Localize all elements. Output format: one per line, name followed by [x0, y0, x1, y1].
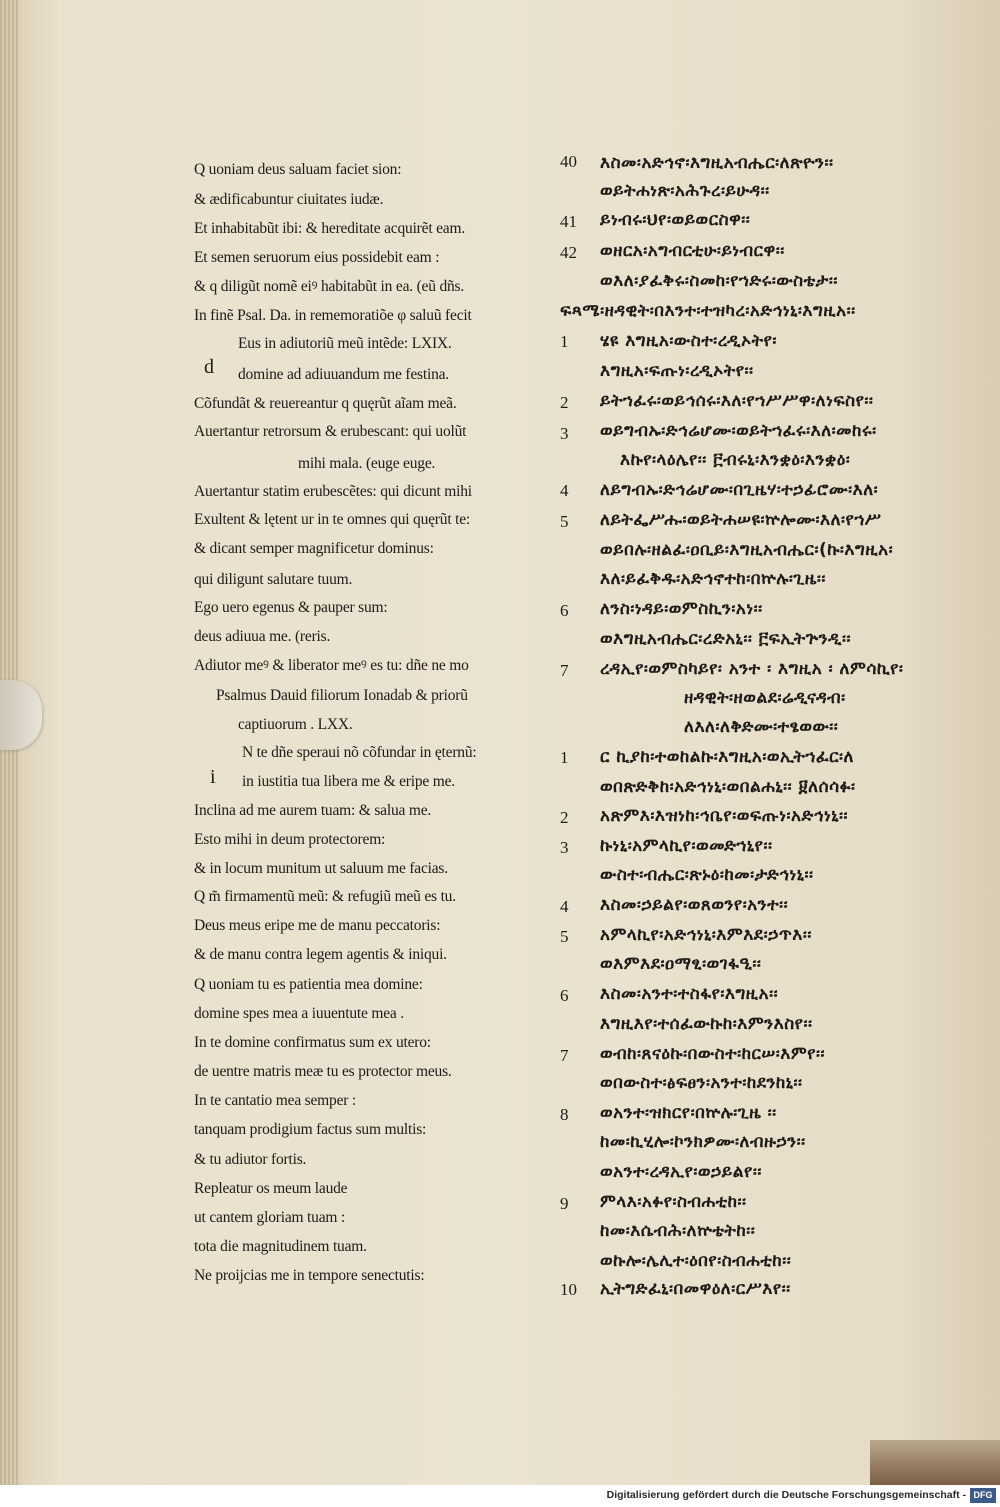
ethiopic-line: ወእግዚአብሔር፡ረድአኒ፡፡ ፫ፍኢትጕንዲ፡፡: [600, 629, 851, 649]
latin-line: tanquam prodigium factus sum multis:: [194, 1121, 427, 1138]
ethiopic-line: ረዳኢየ፡ወምስካይየ፡ አንተ ፡ እግዚአ ፡ ለምሳኪየ፡: [600, 659, 904, 679]
ethiopic-line: ወይግብኡ፡ድኅሬሆሙ፡ወይትኀፈሩ፡እለ፡መከሩ፡: [600, 421, 877, 441]
verse-number: 8: [560, 1105, 569, 1124]
verse-number: 41: [560, 212, 577, 231]
latin-line: Deus meus eripe me de manu peccatoris:: [194, 917, 441, 934]
latin-line: in iustitia tua libera me & eripe me.: [242, 773, 455, 790]
ethiopic-line: ወአንተ፡ረዳኢየ፡ወኃይልየ፡፡: [600, 1162, 762, 1182]
verse-number: 9: [560, 1194, 569, 1213]
ethiopic-line: እግዚእየ፡ተሰፈውኩከ፡እምንእስየ፡፡: [600, 1014, 813, 1034]
ethiopic-line: እለ፡ይፈቅዱ፡አድኅኖተከ፡በኵሉ፡ጊዜ፡፡: [600, 569, 826, 589]
ethiopic-line: እስመ፡አድኅኖ፡እግዚአብሔር፡ለጽዮን፡፡: [600, 153, 834, 173]
ethiopic-line: ኢትግድፈኒ፡በመዋዕለ፡ርሥእየ፡፡: [600, 1279, 791, 1299]
latin-line: Adiutor meꝰ & liberator meꝰ es tu: dñe ne mo: [194, 657, 469, 674]
bookmark-tab: [0, 680, 42, 750]
verse-number: 1: [560, 332, 569, 351]
ethiopic-line: ውስተ፡ብሔር፡ጽኑዕ፡ከመ፡ታድኅነኒ፡፡: [600, 865, 814, 885]
verse-number: 7: [560, 661, 569, 680]
ethiopic-line: ለይግብኡ፡ድኅሬሆሙ፡በጊዜሃ፡ተኃፊሮሙ፡እለ፡: [600, 480, 879, 500]
ethiopic-line: ወአንተ፡ዝክርየ፡በኵሉ፡ጊዜ ፡፡: [600, 1103, 777, 1123]
latin-line: & ædificabuntur ciuitates iudæ.: [194, 191, 384, 208]
ethiopic-line: ሄዩ እግዚአ፡ውስተ፡ረዲኦትየ፡: [600, 331, 777, 351]
verse-number: 6: [560, 986, 569, 1005]
ethiopic-line: ከመ፡ኪሂሎ፡ኮንክዎሙ፡ለብዙኃን፡፡: [600, 1132, 806, 1152]
latin-line: Psalmus Dauid filiorum Ionadab & priorũ: [216, 687, 468, 704]
latin-line: Q uoniam tu es patientia mea domine:: [194, 976, 423, 993]
verse-number: 4: [560, 481, 569, 500]
ethiopic-line: ከመ፡እሴብሕ፡ለኵቴትከ፡፡: [600, 1221, 756, 1241]
latin-line: Eus in adiutoriũ meũ intẽde: LXIX.: [238, 335, 452, 352]
verse-number: 6: [560, 601, 569, 620]
latin-line: Ne proijcias me in tempore senectutis:: [194, 1267, 425, 1284]
latin-line: Auertantur statim erubescẽtes: qui dicunt mihi: [194, 483, 472, 500]
verse-number: 42: [560, 243, 577, 262]
ethiopic-line: ኩነኒ፡አምላኪየ፡ወመድኀኒየ፡፡: [600, 836, 773, 856]
ethiopic-line: ወኩሎ፡ሌሊተ፡ዕበየ፡ስብሐቲከ፡፡: [600, 1251, 792, 1271]
ethiopic-line: አጽምእ፡እዝነከ፡ኅቤየ፡ወፍጡነ፡አድኅነኒ፡፡: [600, 806, 848, 826]
verse-number: 10: [560, 1280, 577, 1299]
latin-line: & tu adiutor fortis.: [194, 1151, 307, 1168]
latin-line: Repleatur os meum laude: [194, 1180, 348, 1197]
latin-line: & q diligũt nomẽ eiꝰ habitabũt in ea. (eũ dñs.: [194, 278, 465, 295]
latin-line: ut cantem gloriam tuam :: [194, 1209, 346, 1226]
binding-edge: [870, 1440, 1000, 1485]
latin-line: Et semen seruorum eius possidebit eam :: [194, 249, 440, 266]
ethiopic-line: ለንስ፡ነዳይ፡ወምስኪን፡አነ፡፡: [600, 599, 763, 619]
ethiopic-line: ይነብሩ፡ህየ፡ወይወርስዋ፡፡: [600, 210, 751, 230]
latin-line: deus adiuua me. (reris.: [194, 628, 331, 645]
latin-line: N te dñe speraui nõ cõfundar in ęternũ:: [242, 744, 477, 761]
latin-line: domine ad adiuuandum me festina.: [238, 366, 449, 383]
ethiopic-line: እኩየ፡ላዕሌየ፡፡ ፫ብሩኒ፡እንቋዕ፡እንቋዕ፡: [620, 450, 851, 470]
ethiopic-line: ለይትፌሥሑ፡ወይትሐሠዩ፡ኵሎሙ፡እለ፡የኀሥ: [600, 510, 882, 530]
dfg-logo-icon: DFG: [970, 1488, 996, 1503]
drop-letter: d: [204, 356, 214, 378]
verse-number: 7: [560, 1046, 569, 1065]
verse-number: 2: [560, 393, 569, 412]
ethiopic-line: እግዚአ፡ፍጡነ፡ረዲኦትየ፡፡: [600, 361, 754, 381]
latin-line: Esto mihi in deum protectorem:: [194, 831, 386, 848]
ethiopic-line: ወበውስተ፡ፅፍፀን፡አንተ፡ከደንከኒ፡፡: [600, 1073, 803, 1093]
latin-line: mihi mala. (euge euge.: [298, 455, 436, 472]
verse-number: 4: [560, 897, 569, 916]
ethiopic-line: እስመ፡አንተ፡ተስፋየ፡እግዚአ፡፡: [600, 984, 779, 1004]
ethiopic-line: አምላኪየ፡አድኅነኒ፡እምእደ፡ኃጥእ፡፡: [600, 925, 812, 945]
ethiopic-line: ፍጻሜ፡ዘዳዊት፡በእንተ፡ተዝካረ፡አድኅነኒ፡እግዚአ፡፡: [560, 301, 856, 321]
latin-line: & dicant semper magnificetur dominus:: [194, 540, 434, 557]
verse-number: 40: [560, 152, 577, 171]
latin-line: In te cantatio mea semper :: [194, 1092, 357, 1109]
latin-line: In finẽ Psal. Da. in rememoratiõe φ saluũ fecit: [194, 307, 472, 324]
latin-line: Cõfundãt & reuereantur q quęrũt aĩam meã.: [194, 395, 457, 412]
footer-credit: Digitalisierung gefördert durch die Deutsche Forschungsgemeinschaft -: [606, 1489, 966, 1501]
latin-line: qui diligunt salutare tuum.: [194, 571, 353, 588]
latin-line: captiuorum . LXX.: [238, 716, 353, 733]
verse-number: 5: [560, 927, 569, 946]
ethiopic-line: ወይበሉ፡ዘልፈ፡ዐቢይ፡እግዚአብሔር፡(ኩ፡እግዚአ፡: [600, 540, 894, 560]
verse-number: 3: [560, 838, 569, 857]
drop-letter: i: [210, 766, 216, 788]
latin-line: Q uoniam deus saluam faciet sion:: [194, 161, 402, 178]
latin-line: Ego uero egenus & pauper sum:: [194, 599, 388, 616]
verse-number: 1: [560, 748, 569, 767]
ethiopic-line: ወይትሐነጽ፡አሕጉረ፡ይሁዳ፡፡: [600, 181, 770, 201]
verse-number: 3: [560, 424, 569, 443]
latin-line: Exultent & lętent ur in te omnes qui quęrũt te:: [194, 511, 470, 528]
verse-number: 5: [560, 512, 569, 531]
ethiopic-line: ወበጽድቅከ፡አድኅነኒ፡ወበልሐኒ፡፡ ፱ለሰሳፉ፡: [600, 777, 856, 797]
latin-line: de uentre matris meæ tu es protector meus.: [194, 1063, 452, 1080]
latin-line: Auertantur retrorsum & erubescant: qui uolũt: [194, 423, 467, 440]
latin-line: In te domine confirmatus sum ex utero:: [194, 1034, 431, 1051]
latin-line: Et inhabitabũt ibi: & hereditate acquirẽt eam.: [194, 220, 465, 237]
ethiopic-line: ር ኪያከ፡ተወከልኩ፡እግዚአ፡ወኢትኀፈር፡ለ: [600, 747, 855, 767]
latin-line: domine spes mea a iuuentute mea .: [194, 1005, 404, 1022]
ethiopic-line: ይትኀፈሩ፡ወይኅሰሩ፡እለ፡የኀሥሥዋ፡ለነፍስየ፡፡: [600, 391, 874, 411]
ethiopic-line: እስመ፡ኃይልየ፡ወጸወንየ፡አንተ፡፡: [600, 895, 789, 915]
ethiopic-line: ወእምእደ፡ዐማፂ፡ወገፋዒ፡፡: [600, 954, 762, 974]
ethiopic-line: ወእለ፡ያፈቅሩ፡ስመከ፡የኀድሩ፡ውስቴታ፡፡: [600, 271, 838, 291]
latin-line: & de manu contra legem agentis & iniqui.: [194, 946, 447, 963]
ethiopic-line: ለእለ፡ለቅድሙ፡ተፄወው፡፡: [684, 717, 839, 737]
latin-line: tota die magnitudinem tuam.: [194, 1238, 367, 1255]
verse-number: 2: [560, 808, 569, 827]
ethiopic-line: ዘዳዊት፡ዘወልደ፡ሬዲናዳብ፡: [684, 688, 846, 708]
latin-line: & in locum munitum ut saluum me facias.: [194, 860, 448, 877]
latin-line: Inclina ad me aurem tuam: & salua me.: [194, 802, 432, 819]
latin-line: Q m̃ firmamentũ meũ: & refugiũ meũ es tu.: [194, 888, 456, 905]
ethiopic-line: ወዘርአ፡አግብርቲሁ፡ይነብርዋ፡፡: [600, 241, 785, 261]
footer-bar: [0, 1485, 1000, 1507]
ethiopic-line: ምላእ፡አፉየ፡ስብሐቲከ፡፡: [600, 1192, 747, 1212]
ethiopic-line: ወብከ፡ጸናዕኩ፡በውስተ፡ከርሠ፡እምየ፡፡: [600, 1044, 826, 1064]
